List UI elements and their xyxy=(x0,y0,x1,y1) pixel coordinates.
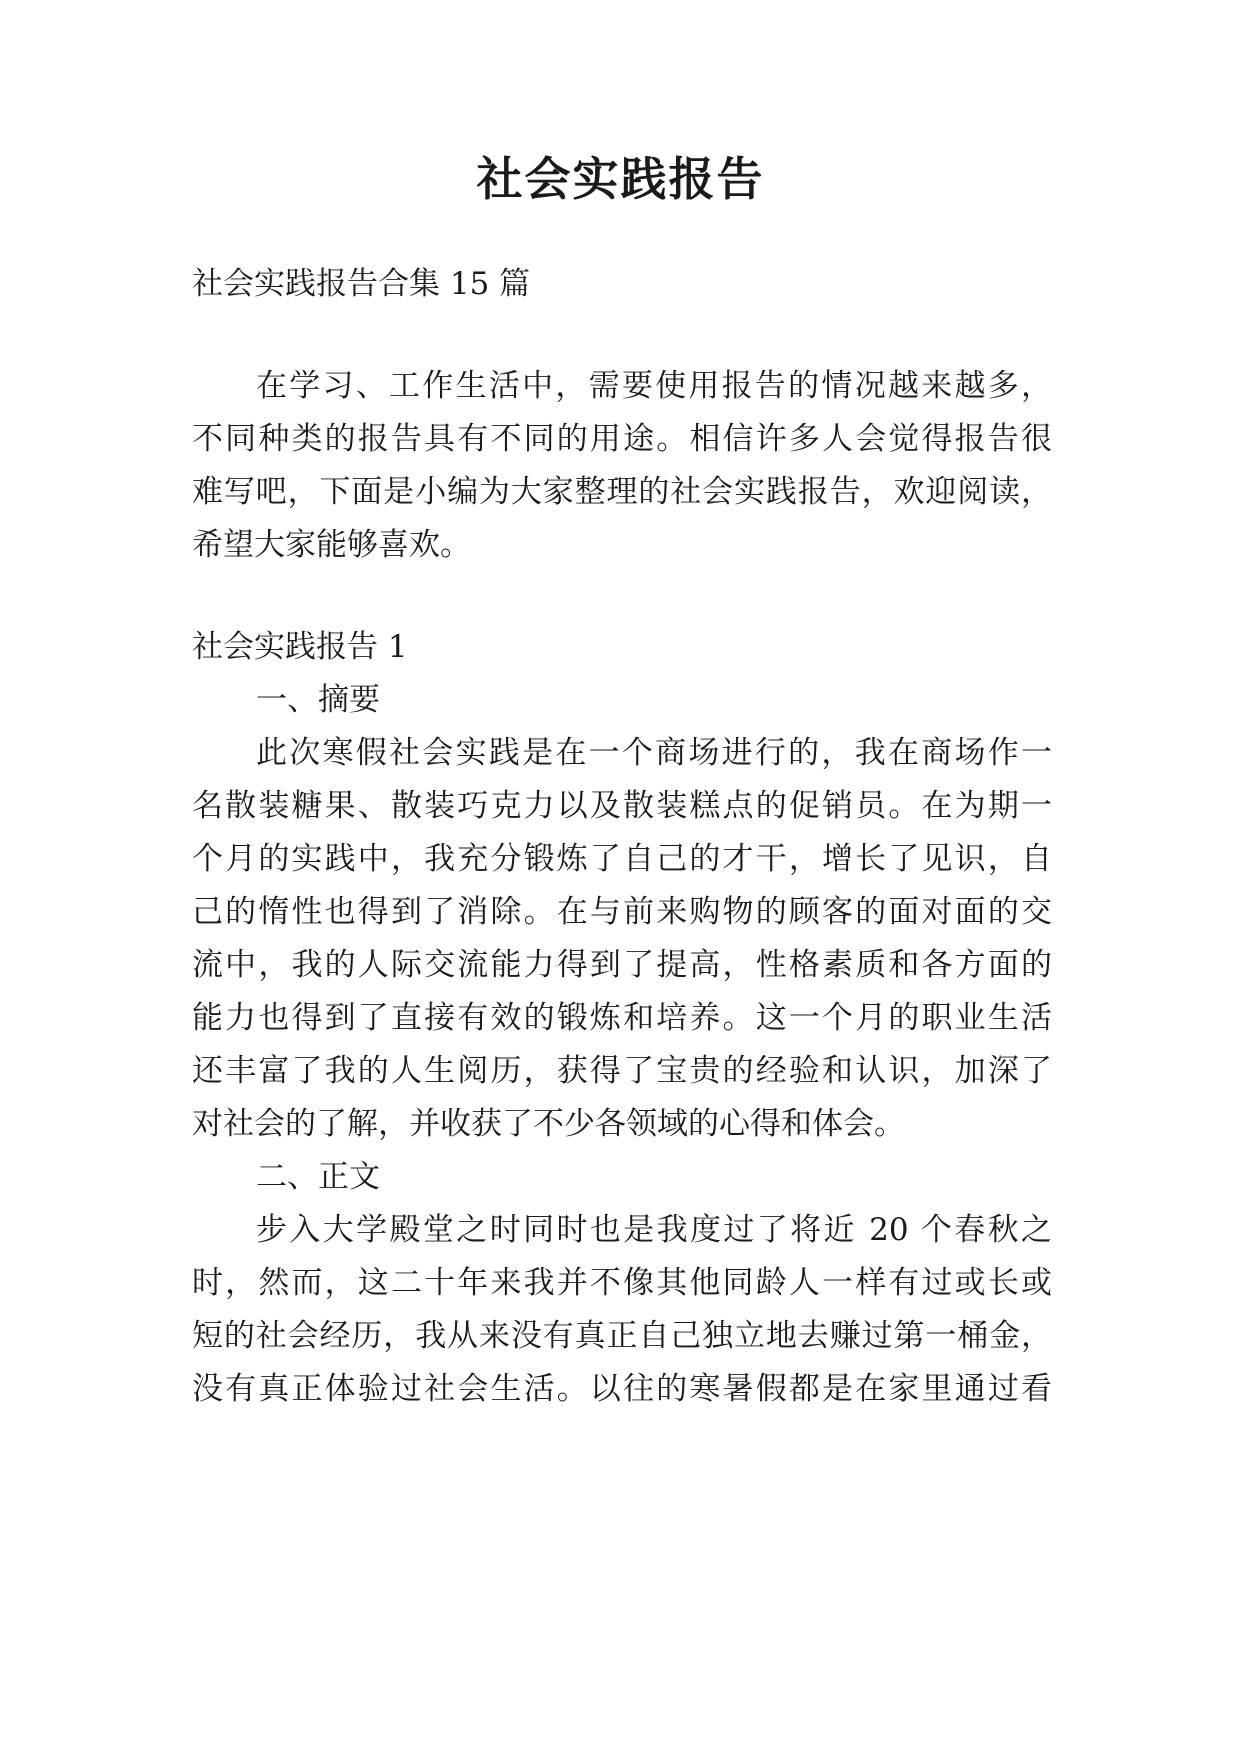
body-line-2: 时，然而，这二十年来我并不像其他同龄人一样有过或长或 xyxy=(192,1265,1052,1301)
body-heading: 二、正文 xyxy=(256,1159,380,1195)
body-line-3: 短的社会经历，我从来没有真正自己独立地去赚过第一桶金， xyxy=(192,1318,1052,1354)
summary-line-5: 流中，我的人际交流能力得到了提高，性格素质和各方面的 xyxy=(192,947,1052,983)
summary-line-7: 还丰富了我的人生阅历，获得了宝贵的经验和认识，加深了 xyxy=(192,1053,1052,1089)
summary-line-1: 此次寒假社会实践是在一个商场进行的，我在商场作一 xyxy=(256,735,1052,771)
body-line-4: 没有真正体验过社会生活。以往的寒暑假都是在家里通过看 xyxy=(192,1371,1052,1407)
intro-line-1: 在学习、工作生活中，需要使用报告的情况越来越多， xyxy=(256,368,1052,404)
intro-line-2: 不同种类的报告具有不同的用途。相信许多人会觉得报告很 xyxy=(192,421,1052,457)
summary-line-4: 己的惰性也得到了消除。在与前来购物的顾客的面对面的交 xyxy=(192,894,1052,930)
intro-line-4: 希望大家能够喜欢。 xyxy=(192,527,471,563)
body-line-1: 步入大学殿堂之时同时也是我度过了将近 20 个春秋之 xyxy=(256,1212,1052,1248)
summary-line-3: 个月的实践中，我充分锻炼了自己的才干，增长了见识，自 xyxy=(192,841,1052,877)
summary-line-2: 名散装糖果、散装巧克力以及散装糕点的促销员。在为期一 xyxy=(192,788,1052,824)
document-title: 社会实践报告 xyxy=(476,152,765,206)
summary-line-6: 能力也得到了直接有效的锻炼和培养。这一个月的职业生活 xyxy=(192,1000,1052,1036)
summary-heading: 一、摘要 xyxy=(256,682,380,718)
summary-line-8: 对社会的了解，并收获了不少各领域的心得和体会。 xyxy=(192,1106,905,1142)
document-subtitle: 社会实践报告合集 15 篇 xyxy=(192,266,531,302)
section-heading: 社会实践报告 1 xyxy=(192,629,408,665)
intro-line-3: 难写吧，下面是小编为大家整理的社会实践报告，欢迎阅读， xyxy=(192,474,1052,510)
